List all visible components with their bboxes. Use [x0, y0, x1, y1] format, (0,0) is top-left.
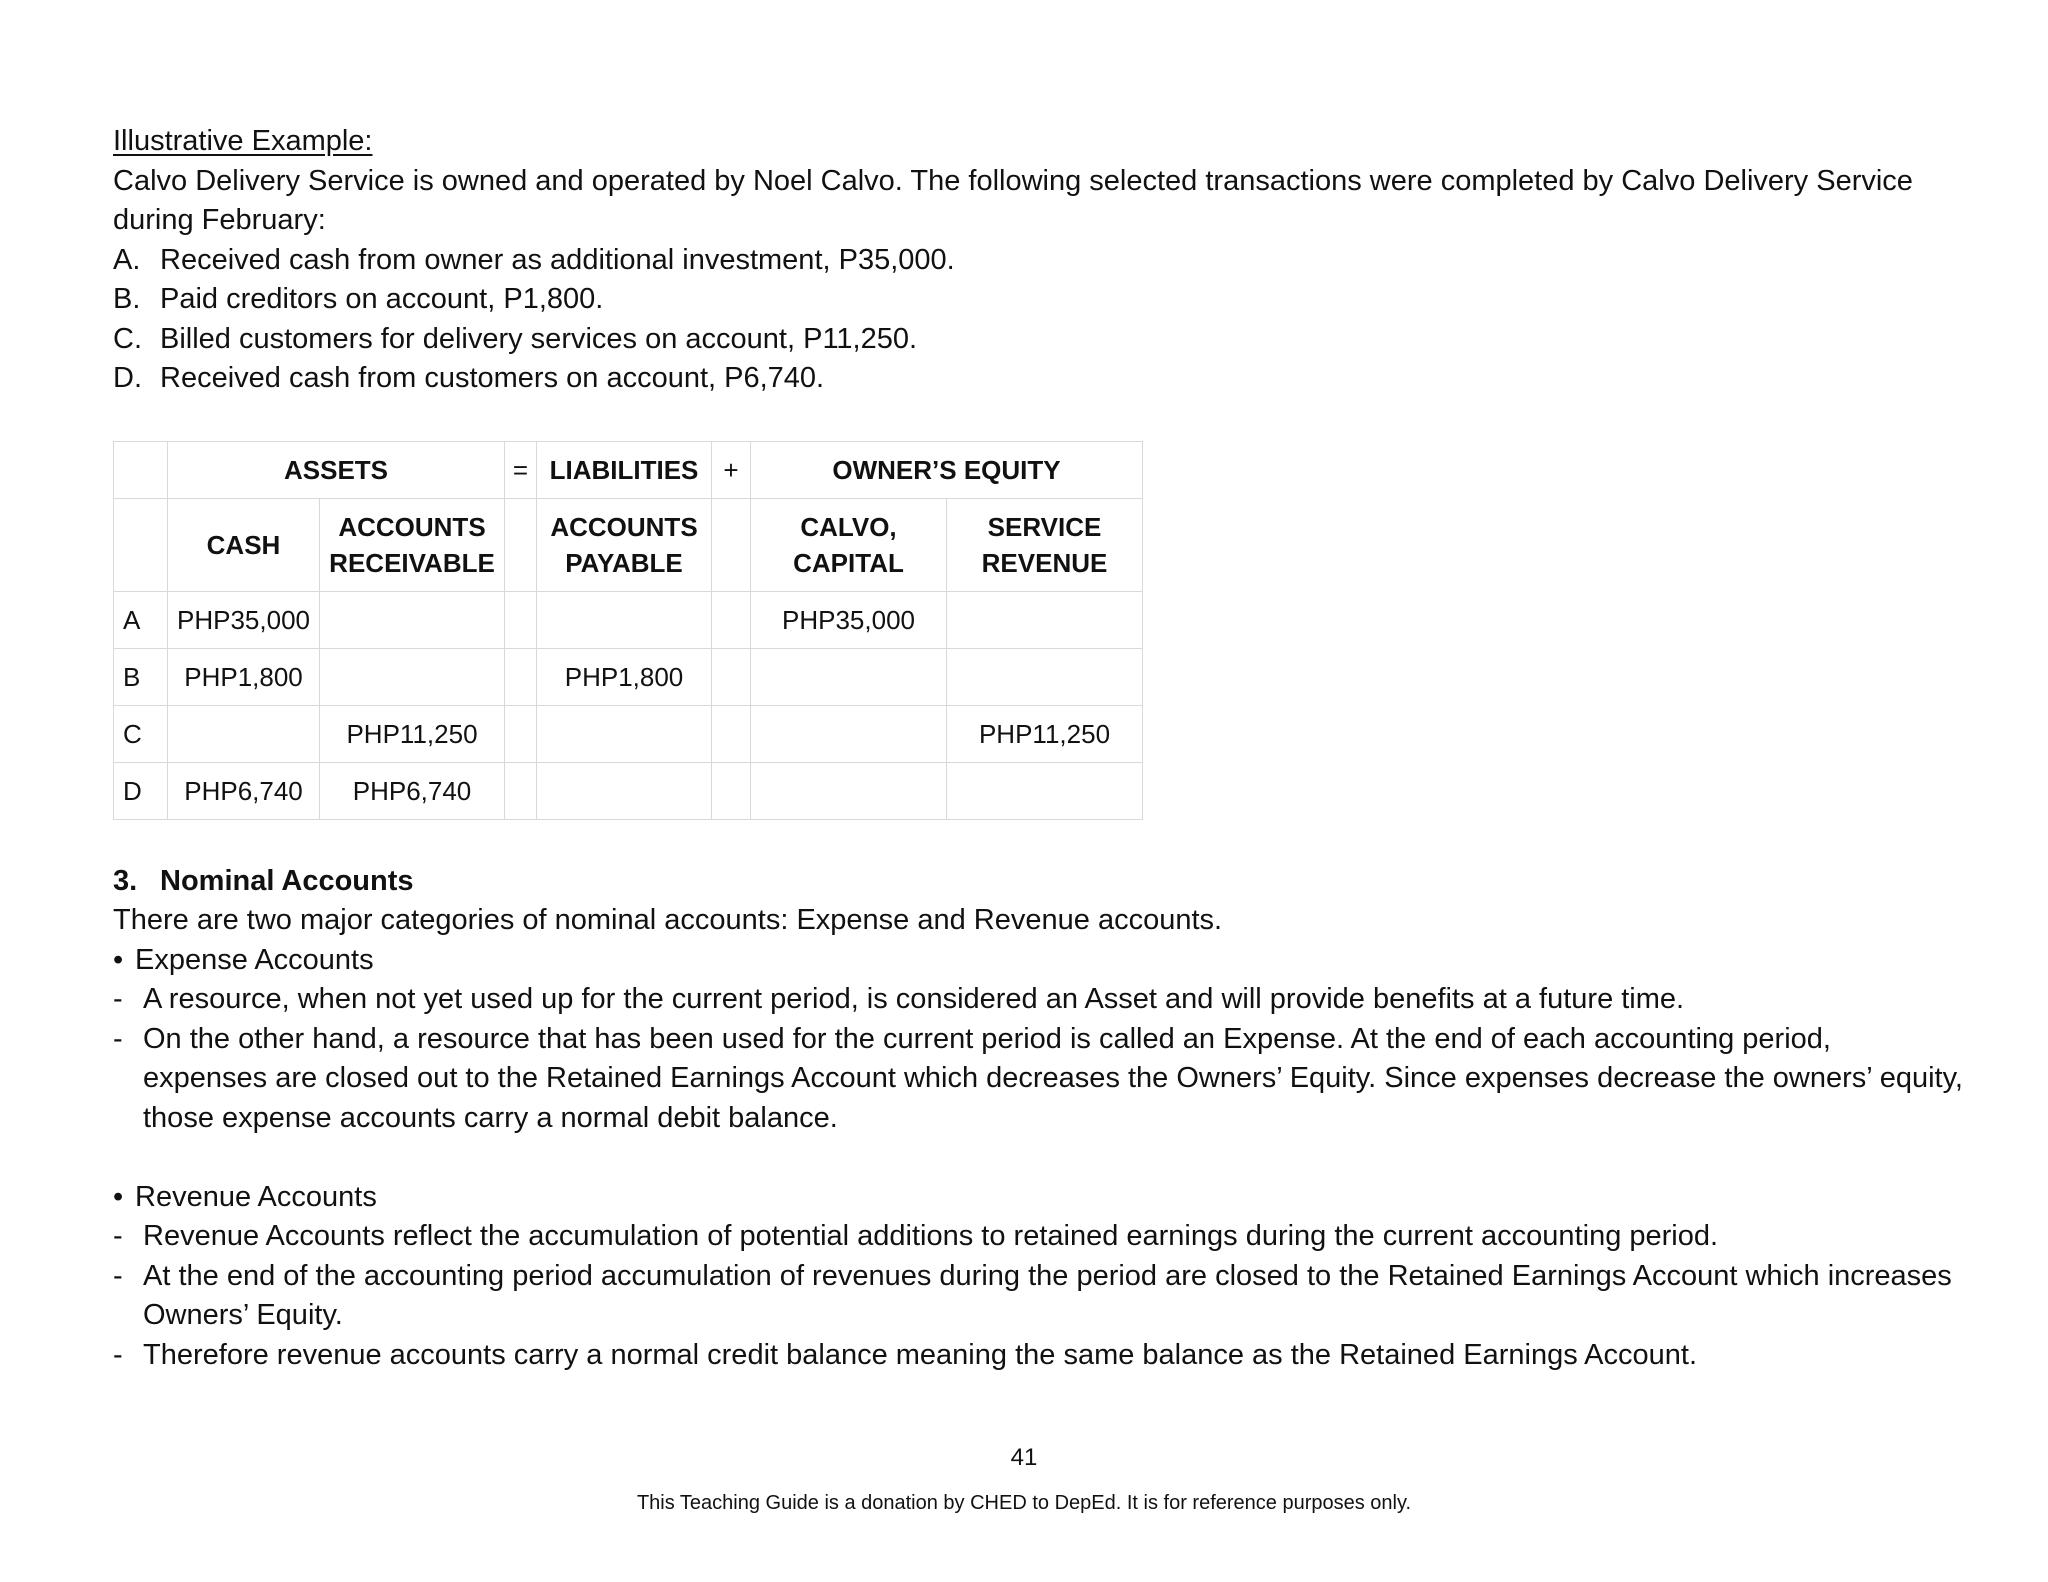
- dash-marker: -: [113, 983, 123, 1015]
- dash-marker: -: [113, 1338, 123, 1371]
- service-revenue-cell: [947, 762, 1143, 819]
- spacer-cell: [712, 762, 751, 819]
- accounts-payable-cell: [537, 762, 712, 819]
- expense-bullet: [113, 941, 1963, 981]
- dash-marker: -: [113, 1259, 123, 1292]
- section-heading: [113, 862, 1963, 902]
- accounts-payable-cell: PHP1,800: [537, 648, 712, 705]
- list-text: Received cash from customers on account, P6,740.: [160, 362, 825, 394]
- list-item: [113, 280, 1963, 320]
- spacer-cell: [712, 648, 751, 705]
- list-item: [113, 320, 1963, 360]
- dash-marker: -: [113, 1220, 123, 1252]
- service-revenue-cell: PHP11,250: [947, 705, 1143, 762]
- cash-cell: PHP35,000: [168, 591, 320, 648]
- liabilities-header: LIABILITIES: [537, 441, 712, 498]
- column-header-row: [114, 498, 1143, 591]
- expense-accounts-title: Expense Accounts: [135, 943, 374, 976]
- expense-point: On the other hand, a resource that has been used for the current period is called an Expense. At the end of each accounting period, expenses are closed out to the Retained Earnings Account which decreases the Owners’ Equity. Since expenses decrease the owners’ equity, those expense accounts carry a normal debit balance.: [143, 1022, 1963, 1134]
- accounts-receivable-cell: PHP11,250: [320, 705, 505, 762]
- list-item: [113, 1020, 1963, 1139]
- footer-note: This Teaching Guide is a donation by CHED to DepEd. It is for reference purposes only.: [636, 1492, 1412, 1514]
- accounts-receivable-cell: [320, 591, 505, 648]
- spacer-cell: [505, 705, 537, 762]
- accounting-equation-table: [113, 441, 1143, 820]
- revenue-bullet: [113, 1178, 1963, 1218]
- row-label: B: [114, 648, 168, 705]
- calvo-capital-header: [751, 498, 947, 591]
- spacer-cell: [712, 591, 751, 648]
- corner-cell: [114, 441, 168, 498]
- list-marker: B.: [113, 283, 141, 315]
- row-label: A: [114, 591, 168, 648]
- list-item: [113, 359, 1963, 399]
- table-row: [114, 762, 1143, 819]
- corner-cell: [114, 498, 168, 591]
- list-item: [113, 1217, 1963, 1257]
- spacer-cell: [505, 762, 537, 819]
- header-line: ACCOUNTS: [550, 511, 698, 542]
- transaction-list: [113, 241, 1963, 399]
- list-marker: A.: [113, 243, 141, 276]
- expense-point: A resource, when not yet used up for the current period, is considered an Asset and will provide benefits at a future time.: [143, 983, 1685, 1015]
- cash-header: CASH: [168, 498, 320, 591]
- list-marker: C.: [113, 322, 142, 355]
- table-row: [114, 648, 1143, 705]
- calvo-capital-cell: [751, 705, 947, 762]
- cash-cell: PHP6,740: [168, 762, 320, 819]
- cash-cell: [168, 705, 320, 762]
- assets-header: ASSETS: [168, 441, 505, 498]
- list-item: [113, 1336, 1963, 1376]
- plus-sign: +: [712, 441, 751, 498]
- calvo-capital-cell: PHP35,000: [751, 591, 947, 648]
- revenue-point: Therefore revenue accounts carry a normal credit balance meaning the same balance as the Retained Earnings Account.: [143, 1338, 1698, 1371]
- header-line: CAPITAL: [793, 547, 904, 578]
- revenue-accounts-title: Revenue Accounts: [135, 1180, 377, 1213]
- document-page: [113, 122, 1963, 1375]
- accounts-receivable-header: [320, 498, 505, 591]
- calvo-capital-cell: [751, 648, 947, 705]
- spacer-cell: [712, 705, 751, 762]
- header-line: PAYABLE: [565, 547, 683, 578]
- spacer: [113, 1138, 1963, 1178]
- service-revenue-cell: [947, 648, 1143, 705]
- service-revenue-header: [947, 498, 1143, 591]
- header-line: SERVICE: [987, 511, 1102, 542]
- bullet-icon: •: [113, 1180, 124, 1213]
- row-label: C: [114, 705, 168, 762]
- list-text: Billed customers for delivery services on account, P11,250.: [160, 322, 918, 355]
- service-revenue-cell: [947, 591, 1143, 648]
- calvo-capital-cell: [751, 762, 947, 819]
- spacer-cell: [505, 591, 537, 648]
- header-line: RECEIVABLE: [329, 547, 495, 578]
- spacer-cell: [712, 498, 751, 591]
- accounting-equation-table-wrap: [113, 441, 1963, 820]
- group-header-row: [114, 441, 1143, 498]
- accounts-receivable-cell: PHP6,740: [320, 762, 505, 819]
- revenue-point: At the end of the accounting period accumulation of revenues during the period are closed to the Retained Earnings Account which increases Owners’ Equity.: [143, 1259, 1952, 1331]
- bullet-icon: •: [113, 943, 124, 976]
- equals-sign: =: [505, 441, 537, 498]
- dash-marker: -: [113, 1022, 123, 1055]
- spacer-cell: [505, 648, 537, 705]
- owners-equity-header: OWNER’S EQUITY: [751, 441, 1143, 498]
- table-row: [114, 591, 1143, 648]
- spacer-cell: [505, 498, 537, 591]
- header-line: ACCOUNTS: [338, 511, 486, 542]
- header-line: CALVO,: [800, 511, 897, 542]
- accounts-payable-cell: [537, 705, 712, 762]
- list-item: [113, 241, 1963, 281]
- page-number: 41: [1010, 1444, 1038, 1471]
- list-item: [113, 980, 1963, 1020]
- list-text: Received cash from owner as additional investment, P35,000.: [160, 243, 955, 276]
- header-line: REVENUE: [981, 547, 1108, 578]
- table-row: [114, 705, 1143, 762]
- section-title: Nominal Accounts: [160, 864, 414, 897]
- list-text: Paid creditors on account, P1,800.: [160, 283, 604, 315]
- list-marker: D.: [113, 362, 142, 394]
- revenue-point: Revenue Accounts reflect the accumulation of potential additions to retained earnings during the current accounting period.: [143, 1220, 1719, 1252]
- section-intro: There are two major categories of nominal accounts: Expense and Revenue accounts.: [113, 904, 1223, 936]
- section-number: 3.: [113, 864, 138, 897]
- list-item: [113, 1257, 1963, 1336]
- accounts-receivable-cell: [320, 648, 505, 705]
- row-label: D: [114, 762, 168, 819]
- cash-cell: PHP1,800: [168, 648, 320, 705]
- example-intro: Calvo Delivery Service is owned and operated by Noel Calvo. The following selected transactions were completed by Calvo Delivery Service during February:: [113, 164, 1913, 236]
- example-heading: Illustrative Example:: [113, 125, 373, 157]
- accounts-payable-header: [537, 498, 712, 591]
- accounts-payable-cell: [537, 591, 712, 648]
